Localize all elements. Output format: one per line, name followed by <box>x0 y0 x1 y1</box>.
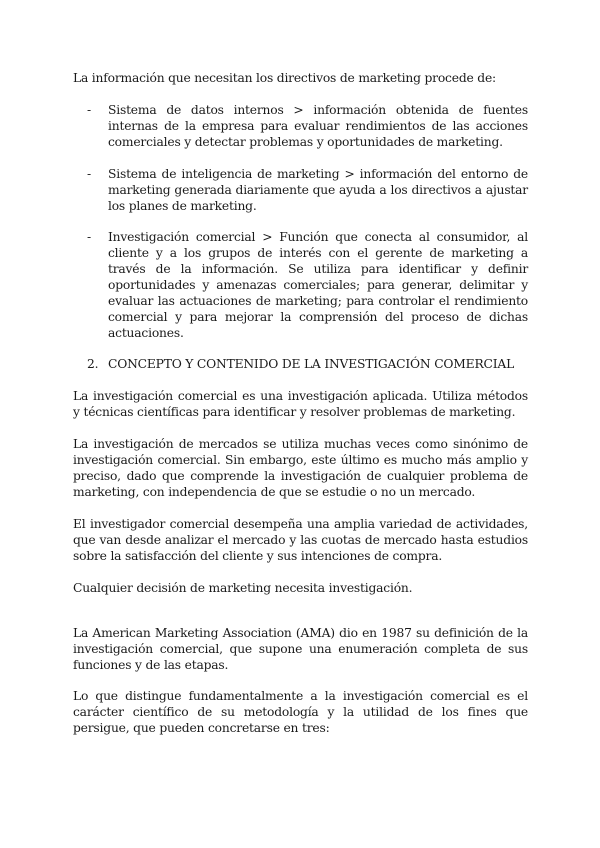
bullet-dash: - <box>87 167 91 181</box>
bullet-item <box>87 166 528 214</box>
body-paragraph: Lo que distingue fundamentalmente a la investigación comercial es el carácter científico de su metodología y la utilidad de los fines que persigue, que pueden concretarse en tres: <box>73 689 528 735</box>
bullet-text: Sistema de inteligencia de marketing > información del entorno de marketing generada diariamente que ayuda a los directivos a ajustar los planes de marketing. <box>108 167 528 213</box>
bullet-text: Sistema de datos internos > información obtenida de fuentes internas de la empresa para evaluar rendimientos de las acciones comerciales y detectar problemas y oportunidades de marketing. <box>108 103 528 149</box>
bullet-dash: - <box>87 103 91 117</box>
section-number: 2. <box>87 357 99 371</box>
body-paragraph: El investigador comercial desempeña una amplia variedad de actividades, que van desde analizar el mercado y las cuotas de mercado hasta estudios sobre la satisfacción del cliente y sus intenciones de compra. <box>73 517 528 563</box>
body-paragraph: La investigación de mercados se utiliza muchas veces como sinónimo de investigación comercial. Sin embargo, este último es mucho más amplio y preciso, dado que comprende la investigación de cualquier problema de marketing, con independencia de que se estudie o no un mercado. <box>73 437 528 499</box>
bullet-dash: - <box>87 230 91 244</box>
body-paragraph: La investigación comercial es una investigación aplicada. Utiliza métodos y técnicas científicas para identificar y resolver problemas de marketing. <box>73 389 528 419</box>
bullet-item <box>87 102 528 150</box>
section-title: CONCEPTO Y CONTENIDO DE LA INVESTIGACIÓN COMERCIAL <box>108 357 515 371</box>
bullet-text: Investigación comercial > Función que conecta al consumidor, al cliente y a los grupos de interés con el gerente de marketing a través de la información. Se utiliza para identificar y definir oportunidades y amenazas comerciales; para generar, delimitar y evaluar las actuaciones de marketing; para controlar el rendimiento comercial y para mejorar la comprensión del proceso de dichas actuaciones. <box>108 230 528 340</box>
body-paragraph: La American Marketing Association (AMA) dio en 1987 su definición de la investigación comercial, que supone una enumeración completa de sus funciones y de las etapas. <box>73 626 528 672</box>
body-paragraph: Cualquier decisión de marketing necesita investigación. <box>73 581 413 595</box>
bullet-item <box>87 229 528 341</box>
intro-paragraph: La información que necesitan los directivos de marketing procede de: <box>73 71 496 85</box>
section-heading <box>87 356 528 372</box>
